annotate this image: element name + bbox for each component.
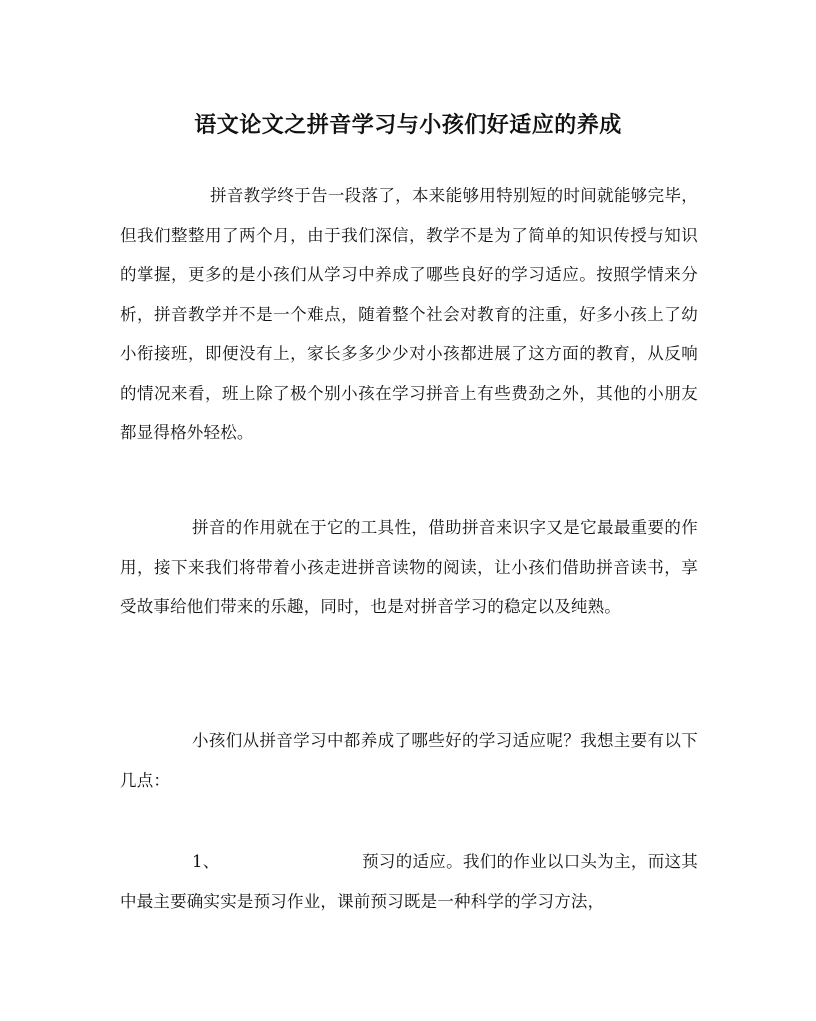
paragraph-3: 小孩们从拼音学习中都养成了哪些好的学习适应呢？我想主要有以下几点： <box>120 731 698 790</box>
list-item-text: 预习的适应。我们的作业以口头为主，而这其中最主要确实实是预习作业，课前预习既是一种科学的学习方法， <box>120 852 698 911</box>
list-item-number: 1、 <box>192 852 220 871</box>
paragraph-1: 拼音教学终于告一段落了，本来能够用特别短的时间就能够完毕，但我们整整用了两个月，由于我们深信，教学不是为了简单的知识传授与知识的掌握，更多的是小孩们从学习中养成了哪些良好的学习适应。按照学情来分析，拼音教学并不是一个难点，随着整个社会对教育的注重，好多小孩上了幼小衔接班，即便没有上，家长多多少少对小孩都进展了这方面的教育，从反响的情况来看，班上除了极个别小孩在学习拼音上有些费劲之外，其他的小朋友都显得格外轻松。 <box>120 186 698 442</box>
paragraph-2: 拼音的作用就在于它的工具性，借助拼音来识字又是它最最重要的作用，接下来我们将带着小孩走进拼音读物的阅读，让小孩们借助拼音读书，享受故事给他们带来的乐趣，同时，也是对拼音学习的稳定以及纯熟。 <box>120 518 698 616</box>
document-title: 语文论文之拼音学习与小孩们好适应的养成 <box>194 112 622 138</box>
list-item <box>120 842 698 921</box>
